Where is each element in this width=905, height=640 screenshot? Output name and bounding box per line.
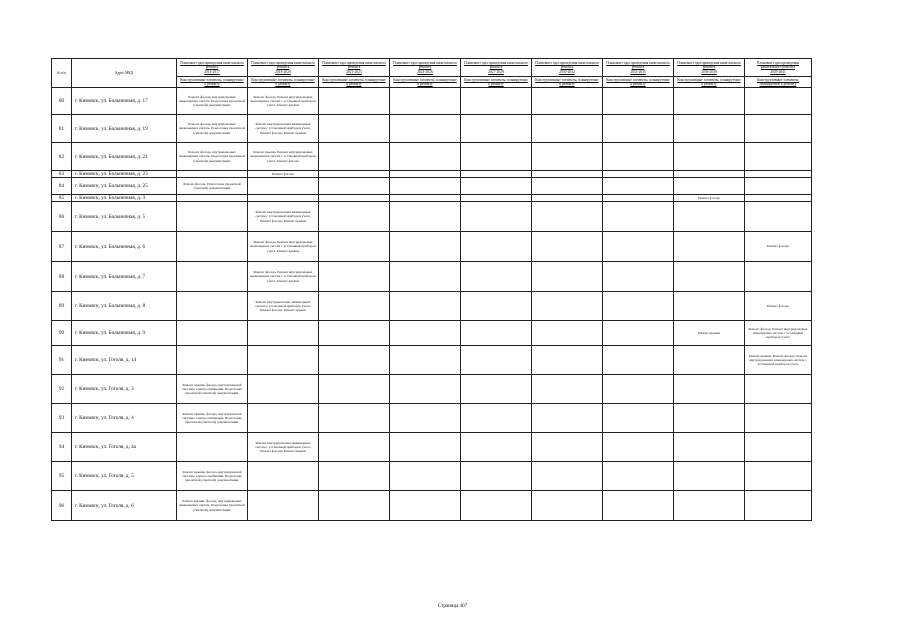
repair-cell [532, 292, 603, 321]
repair-cell [248, 321, 319, 346]
repair-cell [532, 143, 603, 171]
row-number: 96 [52, 491, 72, 521]
repair-cell [532, 462, 603, 491]
repair-cell [603, 115, 674, 143]
repair-cell: Ремонт фасада, Ремонт внутридомовых инженерных систем с установкой приборов учета, Ремонт крыши [248, 88, 319, 115]
repair-cell [461, 178, 532, 195]
header-subtitle: Конструктивные элементы, планируемые к ремонту [177, 77, 248, 88]
row-number: 85 [52, 195, 72, 202]
repair-cell [177, 171, 248, 178]
repair-cell [319, 202, 390, 232]
repair-cell [532, 115, 603, 143]
table-row [52, 404, 812, 433]
table-row [52, 232, 812, 262]
row-address: г. Кимовск, ул. Больничная, д. 23 [72, 171, 177, 178]
table-row [52, 143, 812, 171]
row-address: г. Кимовск, ул. Гоголя, д. 4 [72, 404, 177, 433]
repair-cell: Ремонт фасада [248, 171, 319, 178]
repair-cell: Ремонт крыши, Ремонт внутридомовых инженерных систем с установкой приборов учета, Ремонт фасада [248, 143, 319, 171]
repair-cell [390, 232, 461, 262]
table-row [52, 195, 812, 202]
repair-cell [248, 462, 319, 491]
repair-cell [177, 262, 248, 292]
repair-cell [461, 346, 532, 375]
header-period: Плановые годы проведения капитального ремонта 2018-2020 [248, 59, 319, 77]
repair-cell [532, 433, 603, 462]
table-row [52, 88, 812, 115]
repair-cell [674, 171, 745, 178]
repair-cell [461, 375, 532, 404]
repair-cell [532, 195, 603, 202]
repair-cell: Ремонт крыши, фасада, внутридомовой системы электроснабжения. Подготовка проектной (сметной) документации. [177, 375, 248, 404]
header-subtitle: Конструктивные элементы, планируемые к ремонту [745, 77, 812, 88]
repair-cell: Ремонт внутридомовых инженерных систем с установкой приборов учета, Ремонт фасада, Ремонт крыши [248, 202, 319, 232]
repair-cell [177, 202, 248, 232]
repair-cell [745, 202, 812, 232]
row-number: 81 [52, 115, 72, 143]
row-address: г. Кимовск, ул. Гоголя, д. 14 [72, 346, 177, 375]
repair-cell [603, 292, 674, 321]
row-address: г. Кимовск, ул. Больничная, д. 9 [72, 321, 177, 346]
repair-cell [319, 375, 390, 404]
repair-cell [248, 195, 319, 202]
repair-cell [319, 321, 390, 346]
header-subtitle: Конструктивные элементы, планируемые к ремонту [461, 77, 532, 88]
repair-cell [319, 404, 390, 433]
row-number: 89 [52, 292, 72, 321]
repair-cell: Ремонт внутридомовых инженерных систем с установкой приборов учета, Ремонт фасада, Ремонт крыши [248, 115, 319, 143]
repair-cell: Ремонт фасада. Подготовка проектной (сметной) документации [177, 178, 248, 195]
repair-cell [319, 115, 390, 143]
repair-cell [603, 202, 674, 232]
row-address: г. Кимовск, ул. Гоголя, д. 3 [72, 375, 177, 404]
repair-cell [248, 346, 319, 375]
row-address: г. Кимовск, ул. Больничная, д. 5 [72, 202, 177, 232]
repair-cell [745, 178, 812, 195]
repair-cell: Ремонт фасада, внутридомовых инженерных систем. Подготовка проектной (сметной) документации. [177, 143, 248, 171]
repair-cell [319, 346, 390, 375]
row-address: г. Кимовск, ул. Больничная, д. 6 [72, 232, 177, 262]
repair-cell [603, 404, 674, 433]
repair-cell [745, 404, 812, 433]
repair-cell [745, 262, 812, 292]
repair-cell [319, 143, 390, 171]
table-body [52, 88, 812, 521]
repair-cell [390, 202, 461, 232]
repair-cell [390, 178, 461, 195]
repair-cell [745, 88, 812, 115]
header-num: № п/п [52, 59, 72, 88]
repair-cell [674, 88, 745, 115]
repair-cell [674, 375, 745, 404]
repair-cell [674, 292, 745, 321]
repair-cell [390, 433, 461, 462]
table-row [52, 262, 812, 292]
repair-cell: Ремонт крыши, фасада, внутридомовой системы электроснабжения. Подготовка проектной (сметной) документации. [177, 462, 248, 491]
header-subtitle: Конструктивные элементы, планируемые к ремонту [390, 77, 461, 88]
repair-cell [745, 375, 812, 404]
repair-cell [745, 171, 812, 178]
repair-cell [461, 202, 532, 232]
repair-cell [319, 178, 390, 195]
repair-cell [674, 462, 745, 491]
header-period: Плановые годы проведения капитального ремонта 2039-2041 [745, 59, 812, 77]
repair-cell [674, 143, 745, 171]
repair-cell [674, 232, 745, 262]
repair-cell [248, 491, 319, 521]
repair-cell [461, 88, 532, 115]
repair-cell [603, 462, 674, 491]
repair-cell [390, 88, 461, 115]
repair-cell [390, 375, 461, 404]
table-row [52, 321, 812, 346]
row-number: 94 [52, 433, 72, 462]
repair-cell: Ремонт фасада [745, 292, 812, 321]
row-number: 80 [52, 88, 72, 115]
repair-cell [390, 143, 461, 171]
table-row [52, 433, 812, 462]
repair-cell [319, 491, 390, 521]
repair-cell [461, 292, 532, 321]
page-number: Страница 407 [437, 604, 468, 609]
row-address: г. Кимовск, ул. Гоголя, д. 6 [72, 491, 177, 521]
row-number: 82 [52, 143, 72, 171]
repair-cell [745, 143, 812, 171]
repair-cell [745, 462, 812, 491]
repair-cell [603, 433, 674, 462]
repair-cell [603, 346, 674, 375]
repair-cell [248, 404, 319, 433]
header-period: Плановые годы проведения капитального ремонта 2036-2038 [674, 59, 745, 77]
table-row [52, 178, 812, 195]
header-subtitle: Конструктивные элементы, планируемые к ремонту [603, 77, 674, 88]
repair-cell [745, 195, 812, 202]
repair-cell [532, 404, 603, 433]
repair-cell [461, 171, 532, 178]
repair-cell [390, 171, 461, 178]
repair-cell: Ремонт крыши [674, 321, 745, 346]
repair-cell [674, 178, 745, 195]
repair-cell: Ремонт фасада, внутридомовых инженерных систем. Подготовка проектной (сметной) документации. [177, 88, 248, 115]
header-period: Плановые годы проведения капитального ремонта 2024-2026 [390, 59, 461, 77]
repair-cell: Ремонт фасада [745, 232, 812, 262]
repair-cell [461, 195, 532, 202]
repair-cell [390, 491, 461, 521]
row-number: 86 [52, 202, 72, 232]
row-number: 90 [52, 321, 72, 346]
repair-cell [532, 88, 603, 115]
repair-cell [390, 321, 461, 346]
repair-cell [461, 232, 532, 262]
row-address: г. Кимовск, ул. Больничная, д. 8 [72, 292, 177, 321]
row-number: 83 [52, 171, 72, 178]
row-number: 92 [52, 375, 72, 404]
repair-cell: Ремонт фасада, внутридомовых инженерных систем. Подготовка проектной (сметной) документации. [177, 115, 248, 143]
repair-cell [603, 232, 674, 262]
repair-cell [603, 178, 674, 195]
header-address: Адрес МКД [72, 59, 177, 88]
repair-cell [319, 433, 390, 462]
table-row [52, 375, 812, 404]
repair-cell [390, 404, 461, 433]
row-number: 84 [52, 178, 72, 195]
repair-cell [603, 195, 674, 202]
repair-cell [319, 171, 390, 178]
row-address: г. Кимовск, ул. Больничная, д. 3 [72, 195, 177, 202]
repair-cell [603, 143, 674, 171]
repair-cell [461, 491, 532, 521]
repair-cell [532, 491, 603, 521]
repair-cell [532, 202, 603, 232]
repair-cell [532, 262, 603, 292]
header-subtitle: Конструктивные элементы, планируемые к ремонту [319, 77, 390, 88]
repair-cell [674, 433, 745, 462]
repair-cell [674, 262, 745, 292]
repair-cell [461, 115, 532, 143]
repair-cell [532, 321, 603, 346]
row-address: г. Кимовск, ул. Больничная, д. 19 [72, 115, 177, 143]
header-period: Плановые годы проведения капитального ремонта 2021-2023 [319, 59, 390, 77]
repair-cell [319, 232, 390, 262]
repair-cell [319, 292, 390, 321]
repair-cell: Ремонт фасада, Ремонт внутридомовых инженерных систем с установкой приборов учета [745, 321, 812, 346]
header-period: Плановые годы проведения капитального ремонта 2030-2032 [532, 59, 603, 77]
table-row [52, 462, 812, 491]
repair-cell: Ремонт внутридомовых инженерных систем с установкой приборов учета, Ремонт фасада, Ремонт крыши [248, 292, 319, 321]
repair-cell [674, 346, 745, 375]
row-address: г. Кимовск, ул. Гоголя, д. 4а [72, 433, 177, 462]
repair-cell: Ремонт крыши, Ремонт фасада, Ремонт внутридомовых инженерных систем с установкой приборов учета [745, 346, 812, 375]
repair-cell [532, 178, 603, 195]
repair-cell: Ремонт фасада, Ремонт внутридомовых инженерных систем с установкой приборов учета, Ремонт крыши [248, 262, 319, 292]
repair-cell [603, 171, 674, 178]
repair-cell [461, 462, 532, 491]
row-number: 88 [52, 262, 72, 292]
repair-cell [461, 262, 532, 292]
table-row [52, 491, 812, 521]
header-subtitle: Конструктивные элементы, планируемые к ремонту [248, 77, 319, 88]
repair-cell [390, 292, 461, 321]
row-address: г. Кимовск, ул. Гоголя, д. 5 [72, 462, 177, 491]
repair-cell [319, 262, 390, 292]
repair-cell [603, 262, 674, 292]
repair-cell [177, 321, 248, 346]
table-row [52, 202, 812, 232]
header-period: Плановые годы проведения капитального ремонта 2033-2035 [603, 59, 674, 77]
repair-cell [674, 491, 745, 521]
row-number: 93 [52, 404, 72, 433]
repair-cell [390, 462, 461, 491]
repair-cell [177, 346, 248, 375]
header-period: Плановые годы проведения капитального ремонта 2027-2029 [461, 59, 532, 77]
repair-cell [461, 321, 532, 346]
row-address: г. Кимовск, ул. Больничная, д. 21 [72, 143, 177, 171]
repair-schedule-table [51, 58, 812, 521]
table-row [52, 292, 812, 321]
repair-cell [532, 232, 603, 262]
repair-cell [461, 433, 532, 462]
repair-cell: Ремонт крыши, фасада, внутридомовых инженерных систем. Подготовка проектной (сметной) документации. [177, 491, 248, 521]
repair-cell [603, 88, 674, 115]
repair-cell [461, 404, 532, 433]
repair-cell [390, 115, 461, 143]
row-number: 91 [52, 346, 72, 375]
repair-cell [674, 404, 745, 433]
header-subtitle: Конструктивные элементы, планируемые к ремонту [532, 77, 603, 88]
repair-cell [603, 375, 674, 404]
table-row [52, 346, 812, 375]
repair-cell [177, 433, 248, 462]
repair-cell [319, 88, 390, 115]
repair-cell [745, 433, 812, 462]
repair-cell [390, 195, 461, 202]
table-row [52, 171, 812, 178]
header-subtitle: Конструктивные элементы, планируемые к ремонту [674, 77, 745, 88]
repair-cell [248, 375, 319, 404]
table-row [52, 115, 812, 143]
repair-cell [248, 178, 319, 195]
repair-cell [461, 143, 532, 171]
repair-cell [177, 232, 248, 262]
repair-cell [745, 491, 812, 521]
repair-cell [674, 115, 745, 143]
repair-cell [674, 202, 745, 232]
repair-cell [319, 462, 390, 491]
repair-cell [319, 195, 390, 202]
repair-cell [532, 171, 603, 178]
header-period: Плановые годы проведения капитального ремонта 2014-2017 [177, 59, 248, 77]
repair-cell [532, 375, 603, 404]
repair-cell [390, 262, 461, 292]
row-address: г. Кимовск, ул. Больничная, д. 17 [72, 88, 177, 115]
repair-cell [532, 346, 603, 375]
repair-cell: Ремонт фасада [674, 195, 745, 202]
repair-cell: Ремонт внутридомовых инженерных систем с установкой приборов учета, Ремонт фасада, Ремонт крыши [248, 433, 319, 462]
row-number: 87 [52, 232, 72, 262]
repair-cell: Ремонт крыши, фасада, внутридомовой системы электроснабжения. Подготовка проектной (сметной) документации. [177, 404, 248, 433]
repair-cell [177, 195, 248, 202]
repair-cell [603, 321, 674, 346]
repair-cell [745, 115, 812, 143]
repair-cell [390, 346, 461, 375]
repair-cell: Ремонт фасада, Ремонт внутридомовых инженерных систем с установкой приборов учета, Ремонт крыши [248, 232, 319, 262]
row-number: 95 [52, 462, 72, 491]
row-address: г. Кимовск, ул. Больничная, д. 25 [72, 178, 177, 195]
row-address: г. Кимовск, ул. Больничная, д. 7 [72, 262, 177, 292]
repair-cell [177, 292, 248, 321]
repair-cell [603, 491, 674, 521]
